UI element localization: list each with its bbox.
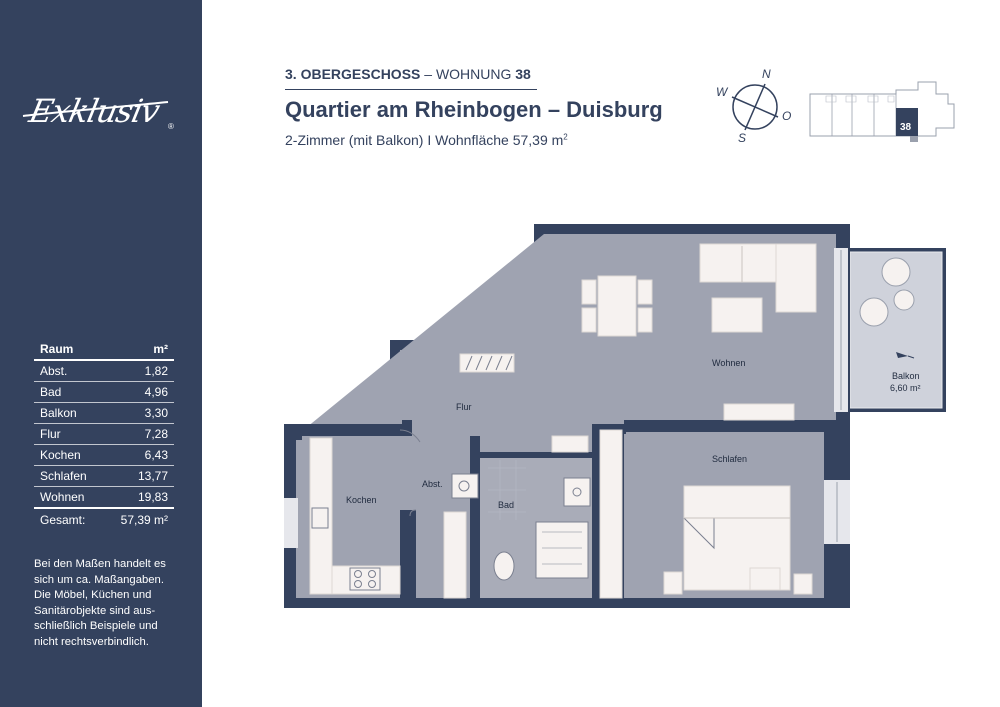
wall — [400, 510, 416, 598]
room-label-schlafen: Schlafen — [712, 454, 748, 464]
room-area: 4,96 — [144, 385, 168, 399]
room-area: 13,77 — [137, 469, 168, 483]
room-label-bad: Bad — [498, 500, 515, 510]
room-area: 3,30 — [144, 406, 168, 420]
compass-w: W — [716, 85, 728, 99]
table-row — [34, 445, 174, 466]
compass-o: O — [782, 109, 792, 123]
room-name: Schlafen — [40, 469, 87, 483]
compass-s: S — [738, 131, 747, 145]
room-name: Abst. — [40, 364, 68, 378]
table-row — [34, 382, 174, 403]
subtitle-text: 2-Zimmer (mit Balkon) I Wohnfläche 57,39 m — [285, 132, 564, 148]
table-row — [34, 403, 174, 424]
subtitle-superscript: 2 — [563, 132, 568, 142]
room-area: 19,83 — [137, 490, 168, 504]
floor-label: 3. OBERGESCHOSS — [285, 66, 421, 82]
heading-separator: – WOHNUNG — [420, 66, 516, 82]
building-keyplan — [808, 78, 960, 146]
sidebar — [0, 0, 202, 707]
bedroom-wardrobe — [600, 430, 622, 598]
table-total-row — [34, 509, 174, 531]
compass-icon — [710, 64, 800, 146]
room-area: 6,43 — [144, 448, 168, 462]
page-title: Quartier am Rheinbogen – Duisburg — [285, 97, 663, 122]
room-area-balkon: 6,60 m² — [890, 383, 921, 393]
table-row — [34, 424, 174, 445]
floor-unit-heading — [285, 66, 531, 82]
washbasin-icon — [564, 478, 590, 506]
room-area: 7,28 — [144, 427, 168, 441]
table-row — [34, 361, 174, 382]
wall — [470, 436, 480, 598]
total-area: 57,39 m² — [120, 513, 168, 527]
room-name: Wohnen — [40, 490, 85, 504]
room-name: Flur — [40, 427, 61, 441]
table-row — [34, 487, 174, 509]
unit-number: 38 — [515, 66, 531, 82]
table-row — [34, 466, 174, 487]
dining-table — [598, 276, 636, 336]
col-room-header: Raum — [40, 342, 74, 356]
wall — [686, 420, 836, 432]
room-label-wohnen: Wohnen — [712, 358, 746, 368]
nightstand — [664, 572, 682, 594]
heading-divider — [285, 89, 537, 90]
total-label: Gesamt: — [40, 513, 86, 527]
toilet-icon — [494, 552, 514, 580]
sideboard — [724, 404, 794, 420]
abst-lower-floor — [416, 510, 444, 598]
room-area: 1,82 — [144, 364, 168, 378]
room-area-table — [34, 342, 174, 531]
table-header — [34, 342, 174, 361]
room-name: Balkon — [40, 406, 77, 420]
floor-plan — [280, 220, 960, 610]
nightstand — [794, 574, 812, 594]
coffee-table — [712, 298, 762, 332]
keyplan-unit-label: 38 — [900, 122, 912, 133]
room-label-kochen: Kochen — [346, 495, 377, 505]
room-label-abst: Abst. — [422, 479, 443, 489]
registered-mark: ® — [168, 122, 174, 131]
compass-n: N — [762, 67, 771, 81]
window — [284, 498, 298, 548]
page-subtitle — [285, 132, 568, 148]
disclaimer-text: Bei den Maßen handelt es sich um ca. Maßangaben. Die Möbel, Küchen und Sanitärobjekte sind aus-schließlich Beispiele und nicht rechtsverbindlich. — [34, 558, 166, 648]
stove-icon — [350, 568, 380, 590]
washer-icon — [452, 474, 478, 498]
room-name: Bad — [40, 385, 62, 399]
room-label-flur: Flur — [456, 402, 472, 412]
storage-shelf — [444, 512, 466, 598]
col-area-header: m² — [153, 342, 168, 356]
sink-icon — [312, 508, 328, 528]
brand-logo-text: Exklusiv — [25, 92, 163, 130]
room-name: Kochen — [40, 448, 81, 462]
room-label-balkon: Balkon — [892, 371, 920, 381]
shower-icon — [536, 522, 588, 578]
